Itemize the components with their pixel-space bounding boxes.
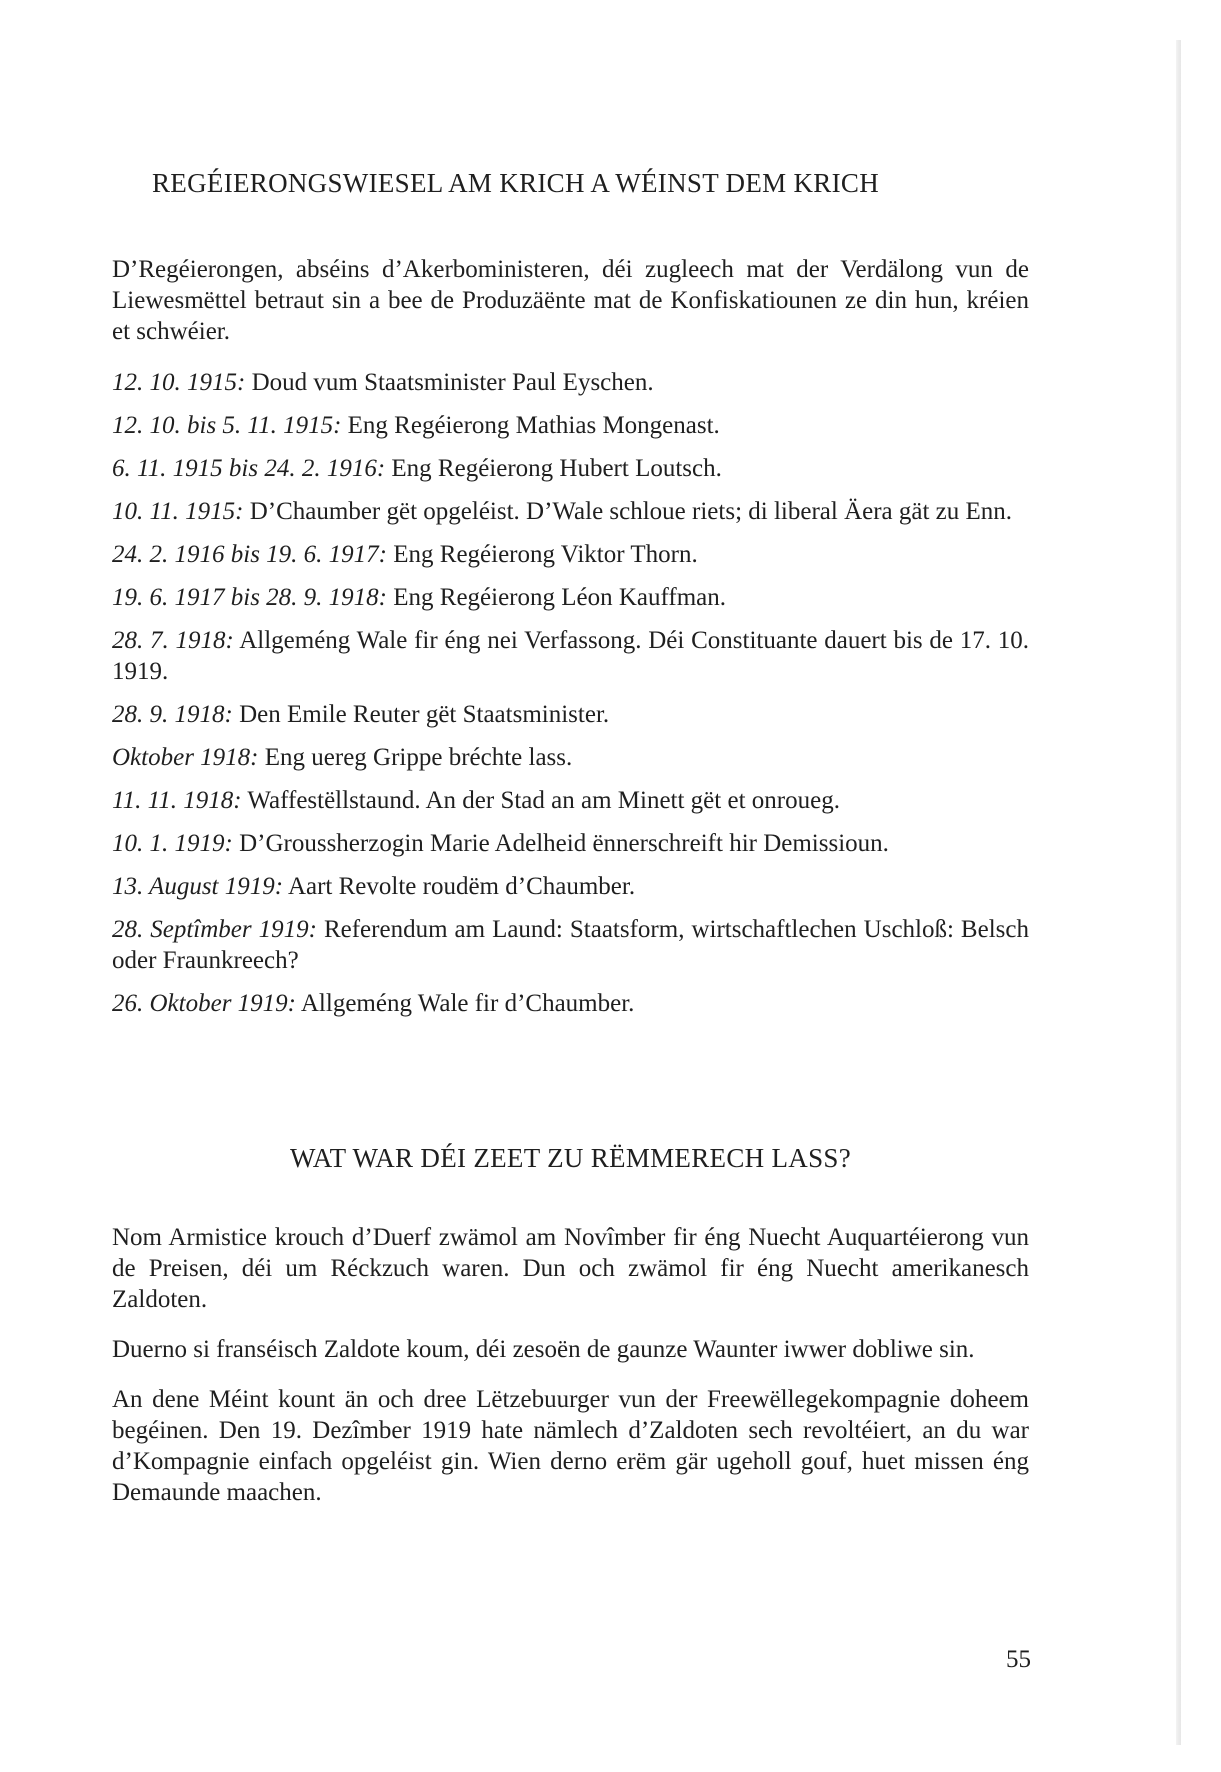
entry-text: Eng Regéierong Viktor Thorn. bbox=[387, 541, 698, 568]
section2-paragraph: Duerno si franséisch Zaldote koum, déi zesoën de gaunze Waunter iwwer dobliwe sin. bbox=[112, 1336, 975, 1363]
section2-heading: WAT WAR DÉI ZEET ZU RËMMERECH LASS? bbox=[290, 1143, 851, 1173]
entry-date: 13. August 1919: bbox=[112, 873, 284, 900]
entry-text: Eng Regéierong Mathias Mongenast. bbox=[341, 412, 720, 439]
chronology-entry bbox=[112, 914, 1029, 976]
entry-date: 10. 1. 1919: bbox=[112, 830, 233, 857]
entry-date: 19. 6. 1917 bis 28. 9. 1918: bbox=[112, 584, 387, 611]
entry-text: Referendum am Laund: Staatsform, wirtschaftlechen Uschloß: Belsch oder Fraunkreech? bbox=[112, 916, 1029, 974]
section1-intro: D’Regéierongen, abséins d’Akerboministeren, déi zugleech mat der Verdälong vun de Liewesmëttel betraut sin a bee de Produzäënte mat de Konfiskatiounen ze din hun, kréien et schwéier. bbox=[112, 256, 1029, 345]
chronology-entry bbox=[112, 367, 1029, 398]
entry-text: Allgeméng Wale fir d’Chaumber. bbox=[296, 990, 635, 1017]
chronology-entry bbox=[112, 539, 1029, 570]
page-edge-shadow bbox=[1176, 40, 1181, 1745]
chronology-entry bbox=[112, 988, 1029, 1019]
section2-paragraph: An dene Méint kount än och dree Lëtzebuurger vun der Freewëllegekompagnie doheem begéinen. Den 19. Dezîmber 1919 hate nämlech d’Zaldoten sech revoltéiert, an du war d’Kompagnie einfach opgeléist gin. Wien derno erëm gär ugeholl gouf, huet missen éng Demaunde maachen. bbox=[112, 1386, 1029, 1506]
chronology-entry bbox=[112, 828, 1029, 859]
chronology-entry bbox=[112, 699, 1029, 730]
page-content bbox=[112, 168, 1029, 1527]
entry-date: 12. 10. 1915: bbox=[112, 369, 246, 396]
chronology-entry bbox=[112, 453, 1029, 484]
section2-body bbox=[112, 1222, 1029, 1508]
section1-heading: REGÉIERONGSWIESEL AM KRICH A WÉINST DEM KRICH bbox=[152, 168, 880, 198]
entry-date: 12. 10. bis 5. 11. 1915: bbox=[112, 412, 342, 439]
entry-date: 26. Oktober 1919: bbox=[112, 990, 296, 1017]
chronology-entry bbox=[112, 410, 1029, 441]
entry-date: 28. 9. 1918: bbox=[112, 701, 233, 728]
entry-date: 6. 11. 1915 bis 24. 2. 1916: bbox=[112, 455, 386, 482]
entry-text: Eng Regéierong Léon Kauffman. bbox=[387, 584, 727, 611]
entry-text: Den Emile Reuter gët Staatsminister. bbox=[232, 701, 610, 728]
chronology-entry bbox=[112, 582, 1029, 613]
entry-date: Oktober 1918: bbox=[112, 744, 259, 771]
chronology-entry bbox=[112, 871, 1029, 902]
chronology-entry bbox=[112, 785, 1029, 816]
entry-text: Eng Regéierong Hubert Loutsch. bbox=[385, 455, 722, 482]
entry-date: 11. 11. 1918: bbox=[112, 787, 242, 814]
chronology-entry bbox=[112, 625, 1029, 687]
page-number: 55 bbox=[1006, 1646, 1031, 1673]
entry-text: D’Chaumber gët opgeléist. D’Wale schloue riets; di liberal Äera gät zu Enn. bbox=[243, 498, 1013, 525]
section2-paragraph: Nom Armistice krouch d’Duerf zwämol am Novîmber fir éng Nuecht Auquartéierong vun de Preisen, déi um Réckzuch waren. Dun och zwämol fir éng Nuecht amerikanesch Zaldoten. bbox=[112, 1224, 1029, 1313]
chronology-entry bbox=[112, 742, 1029, 773]
entry-text: Doud vum Staatsminister Paul Eyschen. bbox=[245, 369, 654, 396]
entry-text: Eng uereg Grippe bréchte lass. bbox=[258, 744, 573, 771]
entry-text: Waffestëllstaund. An der Stad an am Minett gët et onroueg. bbox=[241, 787, 840, 814]
chronology-entry bbox=[112, 496, 1029, 527]
section2 bbox=[112, 1143, 1029, 1508]
entry-text: D’Groussherzogin Marie Adelheid ënnerschreift hir Demissioun. bbox=[232, 830, 889, 857]
entry-date: 24. 2. 1916 bis 19. 6. 1917: bbox=[112, 541, 387, 568]
entry-text: Aart Revolte roudëm d’Chaumber. bbox=[283, 873, 636, 900]
entry-date: 10. 11. 1915: bbox=[112, 498, 244, 525]
entry-text: Allgeméng Wale fir éng nei Verfassong. Déi Constituante dauert bis de 17. 10. 1919. bbox=[112, 627, 1030, 685]
entry-date: 28. Septîmber 1919: bbox=[112, 916, 317, 943]
chronology-list bbox=[112, 367, 1029, 1019]
entry-date: 28. 7. 1918: bbox=[112, 627, 234, 654]
